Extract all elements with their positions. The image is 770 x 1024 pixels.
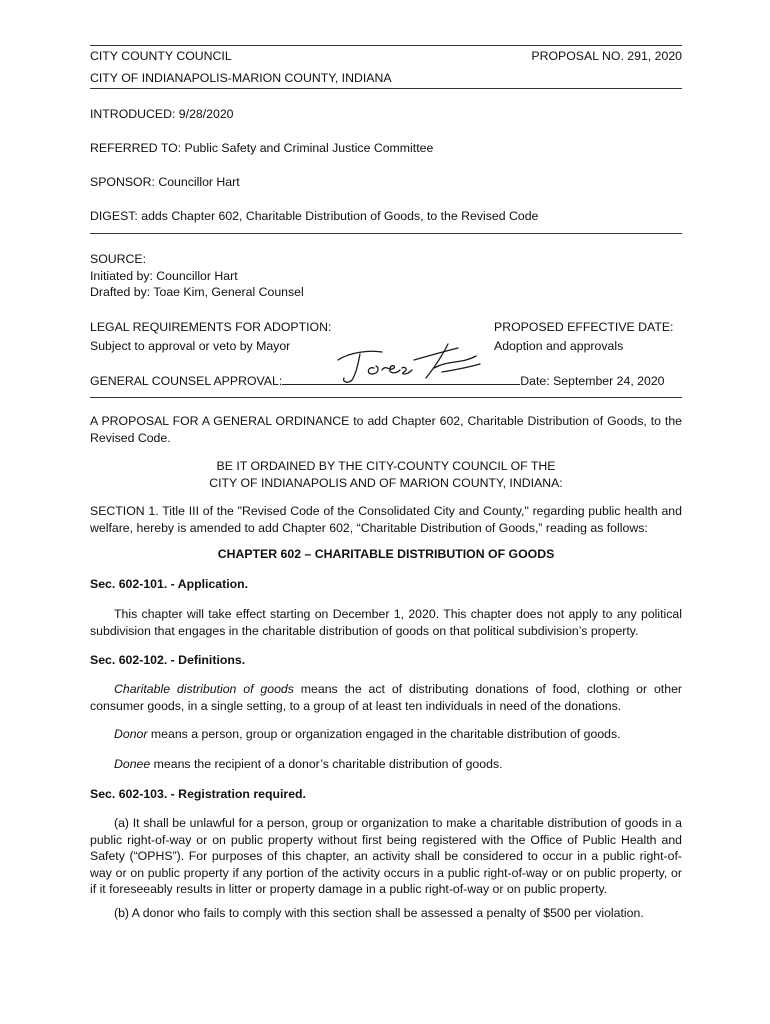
approval-rule (90, 397, 682, 398)
definition-term: Donee (114, 757, 151, 771)
definition-text: means the act of distributing donations of food, clothing or other consumer goods, in a single setting, to a group of at least ten individuals in need of the donations. (90, 682, 682, 713)
sec-103-b: (b) A donor who fails to comply with this section shall be assessed a penalty of $500 per violation. (114, 906, 644, 920)
council-name: CITY COUNTY COUNCIL (90, 49, 232, 63)
section-1: SECTION 1. Title III of the "Revised Code of the Consolidated City and County," regarding public health and welfare, hereby is amended to add Chapter 602, “Charitable Distribution of Goods,” reading as follows: (90, 504, 682, 535)
effective-date-value: Adoption and approvals (494, 338, 624, 353)
proposal-text: A PROPOSAL FOR A GENERAL ORDINANCE to add Chapter 602, Charitable Distribution of Goods, to the Revised Code. (90, 414, 682, 445)
definition-donee (90, 756, 682, 773)
top-rule (90, 45, 682, 46)
definition-term: Donor (114, 727, 148, 741)
legal-req-label: LEGAL REQUIREMENTS FOR ADOPTION: (90, 320, 332, 334)
definition-donor (90, 726, 682, 743)
source-label: SOURCE: (90, 252, 147, 266)
effective-date-label: PROPOSED EFFECTIVE DATE: (494, 320, 674, 334)
legal-req-value: Subject to approval or veto by Mayor (90, 338, 291, 353)
definition-charitable-distribution (90, 681, 682, 714)
header-row (90, 48, 682, 65)
header-rule (90, 88, 682, 89)
digest: DIGEST: adds Chapter 602, Charitable Distribution of Goods, to the Revised Code (90, 209, 539, 223)
sec-102-title: Sec. 602-102. - Definitions. (90, 653, 246, 667)
signature-icon (330, 338, 500, 388)
referred-to: REFERRED TO: Public Safety and Criminal Justice Committee (90, 141, 434, 155)
drafted-by: Drafted by: Toae Kim, General Counsel (90, 285, 304, 299)
source-block (90, 251, 682, 301)
sec-103-a: (a) It shall be unlawful for a person, group or organization to make a charitable distribution of goods in a public right-of-way or on public property without first being registered with the Office of Public Health and Safety (“OPHS”). For purposes of this chapter, an activity shall be considered to occur in a public right-of-way or on public property if any portion of the activity occurs in a public right-of-way or on public property, or if it foreseeably results in litter or property damage in a public right-of-way or on public property. (90, 816, 682, 896)
sponsor: SPONSOR: Councillor Hart (90, 175, 240, 189)
sec-103-title: Sec. 602-103. - Registration required. (90, 787, 306, 801)
definition-text: means the recipient of a donor’s charitable distribution of goods. (150, 757, 503, 771)
definition-text: means a person, group or organization engaged in the charitable distribution of goods. (147, 727, 621, 741)
jurisdiction: CITY OF INDIANAPOLIS-MARION COUNTY, INDIANA (90, 71, 392, 85)
definition-term: Charitable distribution of goods (114, 682, 294, 696)
sec-101-title: Sec. 602-101. - Application. (90, 577, 249, 591)
proposal-number: PROPOSAL NO. 291, 2020 (531, 49, 682, 63)
counsel-approval-label: GENERAL COUNSEL APPROVAL: (90, 374, 283, 388)
initiated-by: Initiated by: Councillor Hart (90, 268, 238, 283)
ordained-block (90, 458, 682, 491)
digest-rule (90, 233, 682, 234)
introduced: INTRODUCED: 9/28/2020 (90, 107, 234, 121)
ordained-line-2: CITY OF INDIANAPOLIS AND OF MARION COUNTY, INDIANA: (209, 475, 563, 490)
chapter-title: CHAPTER 602 – CHARITABLE DISTRIBUTION OF GOODS (217, 547, 555, 561)
approval-date: Date: September 24, 2020 (520, 374, 665, 388)
sec-101-text: This chapter will take effect starting on December 1, 2020. This chapter does not apply to any political subdivision that engages in the charitable distribution of goods on that political subdivision’s property. (90, 607, 682, 638)
ordained-line-1: BE IT ORDAINED BY THE CITY-COUNTY COUNCIL OF THE (216, 459, 556, 473)
